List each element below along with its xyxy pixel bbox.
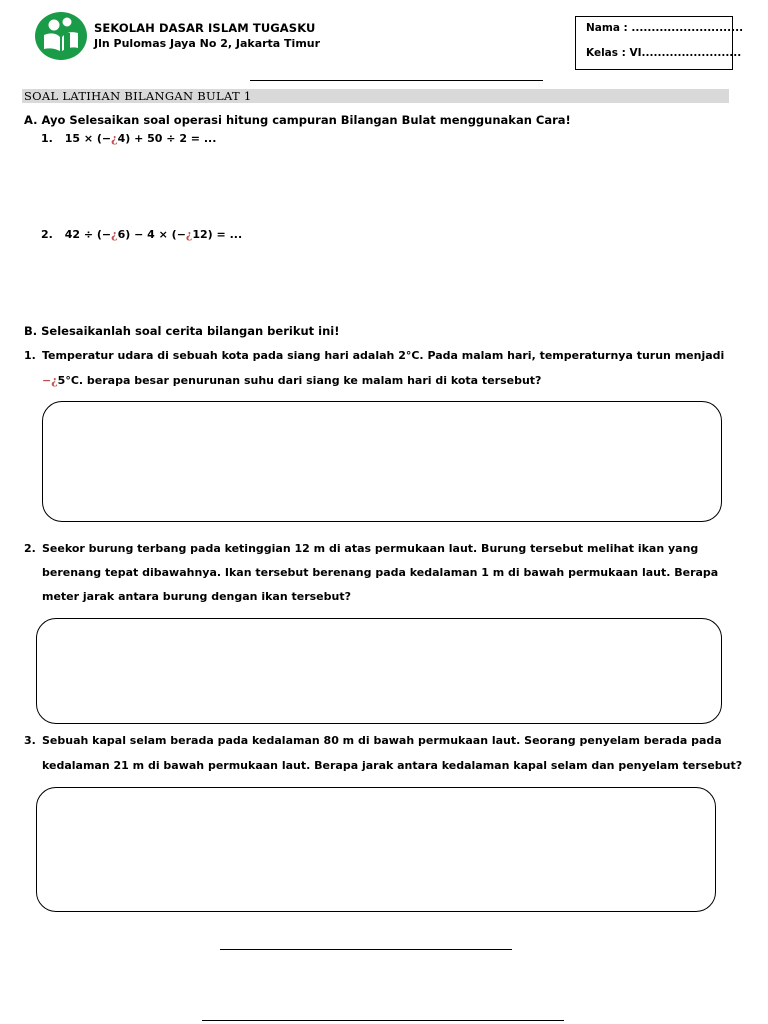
footer-divider-2	[202, 1020, 564, 1021]
expression-start: 15 × (−	[64, 132, 112, 145]
story-question-2-number: 2.	[24, 542, 36, 555]
story-question-2-line-2: berenang tepat dibawahnya. Ikan tersebut berenang pada kedalaman 1 m di bawah permukaan laut. Berapa	[42, 566, 719, 579]
story-question-2-line-3: meter jarak antara burung dengan ikan tersebut?	[42, 590, 351, 603]
section-b-heading: B. Selesaikanlah soal cerita bilangan berikut ini!	[24, 324, 340, 338]
negative-mark: ¿	[185, 228, 193, 241]
worksheet-title: SOAL LATIHAN BILANGAN BULAT 1	[24, 89, 252, 103]
story-question-3-line-2: kedalaman 21 m di bawah permukaan laut. Berapa jarak antara kedalaman kapal selam dan penyelam tersebut?	[42, 759, 743, 772]
student-info-box	[575, 16, 744, 70]
negative-mark: ¿	[51, 374, 58, 387]
story-question-1-line-1: Temperatur udara di sebuah kota pada siang hari adalah 2°C. Pada malam hari, temperaturnya turun menjadi	[42, 349, 725, 362]
school-address: Jln Pulomas Jaya No 2, Jakarta Timur	[94, 37, 321, 50]
story-question-3-number: 3.	[24, 734, 36, 747]
story-question-2-line-1: Seekor burung terbang pada ketinggian 12 m di atas permukaan laut. Burung tersebut melihat ikan yang	[42, 542, 699, 555]
question-text: 5°C. berapa besar penurunan suhu dari siang ke malam hari di kota tersebut?	[57, 374, 542, 387]
negative-mark: ¿	[111, 132, 118, 145]
answer-box-2[interactable]	[36, 618, 722, 724]
story-question-3-line-1: Sebuah kapal selam berada pada kedalaman 80 m di bawah permukaan laut. Seorang penyelam berada pada	[42, 734, 722, 747]
kelas-field[interactable]: Kelas : VI.........................	[586, 47, 742, 59]
school-name: SEKOLAH DASAR ISLAM TUGASKU	[94, 21, 316, 35]
question-number: 2.	[41, 228, 53, 241]
story-question-1-number: 1.	[24, 349, 36, 362]
section-a-question-2	[41, 228, 242, 241]
answer-box-3[interactable]	[36, 787, 716, 912]
question-number: 1.	[41, 132, 53, 145]
expression-end: 4) + 50 ÷ 2 = ...	[117, 132, 217, 145]
footer-divider-1	[220, 949, 512, 950]
section-a-heading: A. Ayo Selesaikan soal operasi hitung campuran Bilangan Bulat menggunakan Cara!	[24, 113, 571, 127]
expression-end: 12) = ...	[192, 228, 243, 241]
expression-middle: 6) − 4 × (−	[117, 228, 186, 241]
worksheet-title-bar	[22, 89, 729, 103]
story-question-1-line-2	[42, 374, 541, 387]
school-logo	[34, 11, 88, 61]
minus-sign: −	[42, 374, 52, 387]
expression-start: 42 ÷ (−	[64, 228, 112, 241]
answer-box-1[interactable]	[42, 401, 722, 522]
section-a-question-1	[41, 132, 216, 145]
nama-field[interactable]: Nama : ............................	[586, 22, 744, 34]
header-divider	[250, 80, 543, 81]
negative-mark: ¿	[111, 228, 118, 241]
